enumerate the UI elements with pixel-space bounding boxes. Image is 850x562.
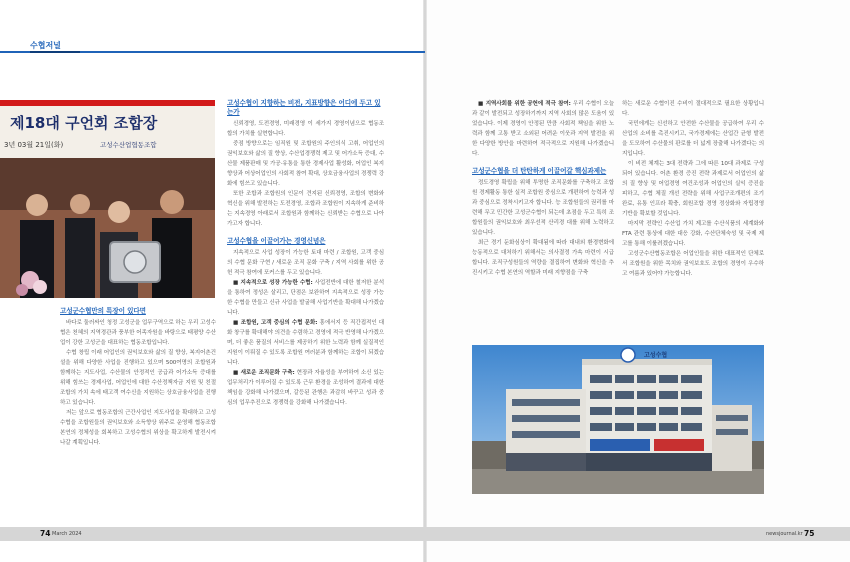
left-heading: 고성군수협만의 특장이 있다면 bbox=[60, 307, 146, 315]
right-bullet-1-text: 우리 수협이 오늘과 같이 발전되고 성장하기까지 지역 사회의 많은 도움이 있었습니다. 이제 경영이 안정된 만큼 사회적 책임을 위한 노력과 함께 고통 받고 소외된 어려운 이웃과 지역 발전을 위한 다양한 방안을 마련하여 적극적으로 지원해 나가겠습니다. bbox=[472, 101, 614, 157]
right-footer-label: newsjournal.kr bbox=[766, 531, 803, 537]
mid-bullet-3 bbox=[227, 368, 384, 408]
right2-paragraph-1: 하는 새로운 수협이진 수비이 절대적으로 필요한 상황입니다. bbox=[622, 101, 764, 117]
left-footer-label: March 2024 bbox=[52, 531, 82, 537]
mid-bullet-1 bbox=[227, 278, 384, 318]
building-photo bbox=[472, 345, 764, 494]
section-rule-accent bbox=[30, 51, 80, 53]
mid-bullet-2-title: ■ 조합원, 고객 중심의 수협 문화: bbox=[233, 320, 318, 326]
right2-paragraph-2: 국민에게는 신선하고 안전한 수산물을 공급하여 우리 수산업의 소비를 촉진시키고, 국가경제에는 산업간 균형 발전을 도모하여 수산물의 판로를 더 넓게 장출해 나가겠다는 의지입니다. bbox=[622, 121, 764, 157]
building-photo-illustration bbox=[472, 345, 764, 494]
mid-paragraph-2: 중점 방향으로는 임직원 및 조합원의 주인의식 고취, 어업인의 권익보호와 삶의 질 향상, 수산업경쟁력 제고 및 어가소득 증대, 수산물 제품판매 및 가공·유통을 통한 경제사업 활성화, 어업인 복지향상과 어상어업인의 사회적 참여 확대, 상호금융사업의 경쟁력 강화에 힘쓰고 있습니다. bbox=[227, 141, 384, 187]
right-page-number: 75 bbox=[804, 529, 815, 538]
right-paragraph-3: 최근 경기 둔화심상이 확대됨에 따라 대내외 환경변화에 능동적으로 대처하기 위해서는 의사결정 가속 마련이 시급합니다. 조직구성원들의 역량을 결집하여 변화와 혁신을 추진시키고 수협 본연의 역할과 미래 지향점을 구축 bbox=[472, 240, 614, 276]
right2-paragraph-3: 이 비전 체계는 3대 전략과 그에 따른 10대 과제로 구성되어 있습니다. 어촌 환경 증진 전략 과제로서 어업인의 삶의 질 향상 및 어업경영 여건조성과 어업인의 실익 증진을 피하고, 수협 체질 개선 전략을 위해 사업구조개편의 조기 완료, 유통 인프라 확충, 회원조합 경영 정상화와 자립경영기반을 확보할 것입니다. bbox=[622, 161, 764, 217]
right-heading: 고성군수협을 더 탄탄하게 이끌어갈 핵심과제는 bbox=[472, 167, 607, 175]
left-text-column bbox=[60, 307, 216, 448]
mid-heading-1: 고성수협이 지향하는 비전, 지표방향은 어디에 두고 있는가 bbox=[227, 99, 381, 116]
right2-paragraph-5: 고성군수산협동조합은 어업인들을 위한 대표적인 단체로서 조합원을 위한 목치와 권익보호도 조합의 경영이 우수하고 여름과 있어야 가능합니다. bbox=[622, 251, 764, 277]
mid-bullet-2-text: 흥에서지 등 직간접적인 대화 창구를 확대해야 의견을 수렴하고 경영에 적극 반영해 나가겠으며, 더 좋은 품질의 서비스를 제공하기 위한 노력과 함께 실질적인 지원이 이뤄질 수 있도록 조합원 여러분과 함께하는 조합이 되겠습니다. bbox=[227, 320, 385, 366]
right-bullet-1 bbox=[472, 99, 614, 159]
left-paragraph-1: 바다로 둘러싸인 청정 고성군을 업무구역으로 하는 우리 고성수협은 천혜의 지역경관과 풍부한 어족자원을 바탕으로 태평양 수산업이 강한 고성군을 대표하는 협동조합입니다. bbox=[60, 320, 216, 346]
left-page-number: 74 bbox=[40, 529, 51, 538]
left-paragraph-3: 저는 앞으로 협동조합의 근간사업인 지도사업을 확대하고 고성수협을 조합원들의 권익보호와 소득향상 위주로 운영해 협동조합 본연의 정체성을 회복하고 고성수협의 위상을 확고하게 발전시켜나갈 계획입니다. bbox=[60, 410, 216, 446]
right2-paragraph-4: 마지막 전략인 수산업 가치 제고를 수산식품의 세계화와 FTA 관련 통상에 대한 대응 강화, 수산단체숙성 및 국제 제고를 통해 이룰려겠습니다. bbox=[622, 221, 764, 247]
mid-bullet-1-title: ■ 지속적으로 성장 가능한 수협: bbox=[233, 280, 313, 286]
section-tag: 수협저널 bbox=[30, 41, 61, 50]
right-text-column-2 bbox=[622, 99, 764, 279]
right-bullet-1-title: ■ 지역사회를 위한 공헌에 적극 참여: bbox=[478, 101, 571, 107]
banner-number-text: 제18대 구언회 조합장 bbox=[10, 114, 158, 132]
right-paragraph-2: 정도경영 확립을 위해 투명한 조직문화를 구축하고 조합원 경제활동 통한 실적 조합원 중심으로 개편하여 능력과 성과 중심으로 정착시키고자 합니다. 능 조합원들의 권리를 마련해 무고 민간한 고성군수협이 되는데 초점을 두고 특히 조합원들의 권익보호와 최우선적 산리경 대를 위해 노력하고 있습니다. bbox=[472, 180, 614, 236]
mid-bullet-3-text: 현장과 자율성을 부여하여 소신 있는 업무처리가 이루어질 수 있도록 근무 환경을 조성하여 결과에 대한 책임을 강화해 나가겠으며, 갈등된 관행은 과감히 바꾸고 성과 중심의 업무추진으로 경쟁력을 강화해 나가겠습니다. bbox=[227, 370, 384, 406]
mid-paragraph-4: 지속적으로 사업 성장이 가능한 토대 마련 / 조합원, 고객 중심의 수협 문화 구현 / 새로운 조직 문화 구축 / 지역 사회를 위한 공헌 적극 참여에 포커스를 두고 있습니다. bbox=[227, 250, 384, 276]
mid-text-column bbox=[227, 99, 384, 408]
mid-bullet-3-title: ■ 새로운 조직문화 구축: bbox=[233, 370, 295, 376]
left-paragraph-2: 수협 창립 이래 어업인의 권익보호와 삶의 질 향상, 복지어촌건설을 위해 다양한 사업을 진행하고 있으며 500여명의 조합원과 함께하는 지도사업, 수산물의 안정적인 공급과 어가소득 증대를 위해 힘쓰는 경제사업, 어업인에 대한 수산정책자금 지원 및 친절 조합의 가치 속에 태고객 여수신을 지원하는 상호금융사업을 진행하고 있습니다. bbox=[60, 350, 216, 406]
building-sign-text: 고성수협 bbox=[644, 352, 668, 359]
right-text-column-1 bbox=[472, 99, 614, 278]
mid-bullet-1-text: 사업전반에 대한 철저한 분석을 통하여 정성은 살리고, 단점은 보완하여 지속적으로 성장 가능한 수협을 만들고 신규 사업을 발굴해 사업기반을 확대해 나가겠습니다. bbox=[227, 280, 384, 316]
ceremony-photo bbox=[0, 100, 215, 298]
mid-heading-2: 고성수협을 이끌어가는 경영신념은 bbox=[227, 237, 326, 245]
mid-paragraph-3: 또한 조합과 조합원의 인문이 견지된 신뢰경영, 조합의 변화와 혁신을 위해 발전하는 도전경영, 조합과 조합원이 지속하게 준비하는 지속경영 아래로서 조합원과 함께하는 신뢰받는 수협으로 나아가고자 합니다. bbox=[227, 191, 384, 227]
banner-org-text: 고성수산업협동조합 bbox=[100, 141, 157, 149]
mid-bullet-2 bbox=[227, 318, 384, 368]
page-gutter bbox=[423, 0, 427, 562]
mid-paragraph-1: 신뢰경영, 도전경영, 미래경영 이 세가지 경영이념으로 협동조합의 가치를 실현합니다. bbox=[227, 121, 384, 137]
banner-date-text: 3년 03월 21일(화) bbox=[4, 141, 64, 149]
